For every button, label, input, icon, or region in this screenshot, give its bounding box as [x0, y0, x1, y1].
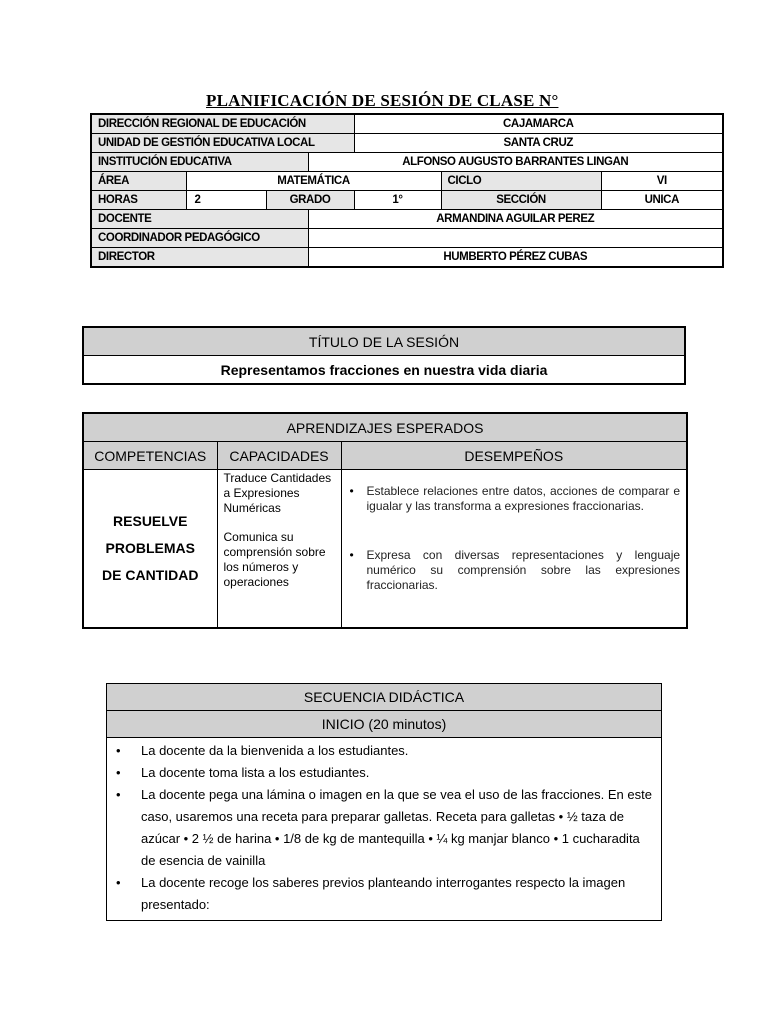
capacidad-item: Traduce Cantidades a Expresiones Numéricas	[223, 471, 332, 515]
desempeno-item	[350, 548, 681, 593]
capacidades-cell	[217, 470, 341, 629]
director-label: DIRECTOR	[91, 248, 308, 268]
list-item-text: La docente da la bienvenida a los estudiantes.	[141, 743, 409, 758]
capacidad-item: Comunica su comprensión sobre los números y operaciones	[223, 530, 326, 589]
info-row-coordinador	[91, 229, 723, 248]
institucion-label: INSTITUCIÓN EDUCATIVA	[91, 153, 308, 172]
docente-label: DOCENTE	[91, 210, 308, 229]
col-competencias: COMPETENCIAS	[83, 442, 217, 470]
director-value: HUMBERTO PÉREZ CUBAS	[308, 248, 723, 268]
docente-value: ARMANDINA AGUILAR PEREZ	[308, 210, 723, 229]
learning-header: APRENDIZAJES ESPERADOS	[83, 413, 687, 442]
competencia-line: DE CANTIDAD	[102, 567, 199, 583]
horas-value: 2	[186, 191, 266, 210]
desempeno-item	[350, 484, 681, 514]
sequence-table	[106, 683, 662, 921]
session-title-table	[82, 326, 686, 385]
competencia-line: PROBLEMAS	[105, 540, 195, 556]
list-item	[113, 762, 653, 784]
info-row-institucion	[91, 153, 723, 172]
info-row-horas	[91, 191, 723, 210]
list-item-text: La docente toma lista a los estudiantes.	[141, 765, 370, 780]
area-label: ÁREA	[91, 172, 186, 191]
ugel-label: UNIDAD DE GESTIÓN EDUCATIVA LOCAL	[91, 134, 354, 153]
info-table	[90, 113, 724, 268]
coordinador-label: COORDINADOR PEDAGÓGICO	[91, 229, 308, 248]
info-row-ugel	[91, 134, 723, 153]
list-item	[113, 872, 653, 916]
session-title-header: TÍTULO DE LA SESIÓN	[83, 327, 685, 356]
grado-label: GRADO	[266, 191, 354, 210]
bullet-icon: •	[116, 787, 121, 802]
coordinador-value	[308, 229, 723, 248]
ciclo-label: CICLO	[441, 172, 601, 191]
direccion-label: DIRECCIÓN REGIONAL DE EDUCACIÓN	[91, 114, 354, 134]
seccion-label: SECCIÓN	[441, 191, 601, 210]
sequence-header: SECUENCIA DIDÁCTICA	[107, 684, 662, 711]
col-desempenos: DESEMPEÑOS	[341, 442, 687, 470]
session-title: Representamos fracciones en nuestra vida diaria	[83, 356, 685, 385]
desempeno-text: Expresa con diversas representaciones y lenguaje numérico su comprensión sobre las expresiones fraccionarias.	[366, 548, 681, 592]
info-row-director	[91, 248, 723, 268]
info-row-area	[91, 172, 723, 191]
bullet-icon: •	[116, 765, 121, 780]
info-row-direccion	[91, 114, 723, 134]
list-item-text: La docente recoge los saberes previos planteando interrogantes respecto la imagen presentado:	[141, 875, 626, 912]
desempeno-text: Establece relaciones entre datos, acciones de comparar e igualar y las transforma a expresiones fraccionarias.	[366, 484, 681, 513]
bullet-icon: •	[349, 548, 354, 562]
direccion-value: CAJAMARCA	[354, 114, 723, 134]
bullet-icon: •	[116, 743, 121, 758]
list-item-text: La docente pega una lámina o imagen en la que se vea el uso de las fracciones. En este caso, usaremos una receta para preparar galletas. Receta para galletas • ½ taza de azúcar • 2 ½ de harina • 1/8 de kg de mantequilla • ¼ kg manjar blanco • 1 cucharadita de esencia de vainilla	[141, 787, 652, 868]
competencia-cell	[83, 470, 217, 629]
institucion-value: ALFONSO AUGUSTO BARRANTES LINGAN	[308, 153, 723, 172]
document-title: PLANIFICACIÓN DE SESIÓN DE CLASE N°	[206, 91, 559, 110]
grado-value: 1°	[354, 191, 441, 210]
inicio-body	[107, 738, 662, 921]
area-value: MATEMÁTICA	[186, 172, 441, 191]
desempenos-cell	[341, 470, 687, 629]
competencia-line: RESUELVE	[113, 513, 188, 529]
ugel-value: SANTA CRUZ	[354, 134, 723, 153]
ciclo-value: VI	[601, 172, 723, 191]
col-capacidades: CAPACIDADES	[217, 442, 341, 470]
bullet-icon: •	[116, 875, 121, 890]
list-item	[113, 740, 653, 762]
learning-table	[82, 412, 688, 629]
info-row-docente	[91, 210, 723, 229]
inicio-header: INICIO (20 minutos)	[107, 711, 662, 738]
bullet-icon: •	[349, 484, 354, 498]
horas-label: HORAS	[91, 191, 186, 210]
list-item	[113, 784, 653, 872]
seccion-value: UNICA	[601, 191, 723, 210]
